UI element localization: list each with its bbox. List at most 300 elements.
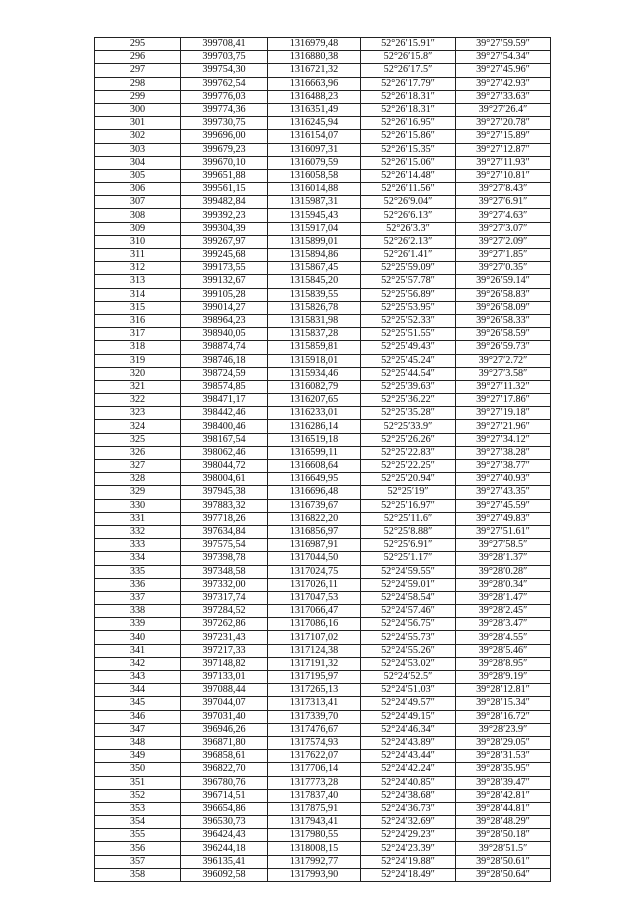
x-coordinate-cell: 397398,78 [181,552,268,565]
point-number-cell: 348 [95,736,181,749]
latitude-cell: 52°25′52.33″ [361,314,456,327]
x-coordinate-cell: 397148,82 [181,657,268,670]
latitude-cell: 52°24′55.73″ [361,631,456,644]
table-row [95,565,551,578]
longitude-cell: 39°28′16.72″ [456,710,551,723]
y-coordinate-cell: 1316649,95 [268,473,361,486]
x-coordinate-cell: 399754,30 [181,64,268,77]
longitude-cell: 39°27′11.32″ [456,380,551,393]
point-number-cell: 304 [95,156,181,169]
latitude-cell: 52°26′1.41″ [361,249,456,262]
point-number-cell: 331 [95,512,181,525]
x-coordinate-cell: 398964,23 [181,314,268,327]
point-number-cell: 312 [95,262,181,275]
table-row [95,697,551,710]
latitude-cell: 52°26′15.86″ [361,130,456,143]
longitude-cell: 39°27′45.96″ [456,64,551,77]
x-coordinate-cell: 398746,18 [181,354,268,367]
table-row [95,460,551,473]
point-number-cell: 356 [95,842,181,855]
table-row [95,433,551,446]
latitude-cell: 52°24′36.73″ [361,802,456,815]
longitude-cell: 39°28′51.5″ [456,842,551,855]
y-coordinate-cell: 1315826,78 [268,301,361,314]
y-coordinate-cell: 1316097,31 [268,143,361,156]
point-number-cell: 321 [95,380,181,393]
coordinates-table-body [95,38,551,882]
x-coordinate-cell: 398062,46 [181,446,268,459]
latitude-cell: 52°24′59.01″ [361,578,456,591]
latitude-cell: 52°24′38.68″ [361,789,456,802]
latitude-cell: 52°24′43.89″ [361,736,456,749]
longitude-cell: 39°28′0.34″ [456,578,551,591]
y-coordinate-cell: 1317191,32 [268,657,361,670]
longitude-cell: 39°28′2.45″ [456,605,551,618]
longitude-cell: 39°28′3.47″ [456,618,551,631]
latitude-cell: 52°24′58.54″ [361,591,456,604]
x-coordinate-cell: 397945,38 [181,486,268,499]
point-number-cell: 332 [95,525,181,538]
x-coordinate-cell: 399132,67 [181,275,268,288]
table-row [95,578,551,591]
table-row [95,51,551,64]
y-coordinate-cell: 1316079,59 [268,156,361,169]
table-row [95,196,551,209]
y-coordinate-cell: 1317993,90 [268,868,361,881]
y-coordinate-cell: 1316880,38 [268,51,361,64]
x-coordinate-cell: 397284,52 [181,605,268,618]
latitude-cell: 52°25′53.95″ [361,301,456,314]
y-coordinate-cell: 1316286,14 [268,420,361,433]
y-coordinate-cell: 1315839,55 [268,288,361,301]
point-number-cell: 358 [95,868,181,881]
latitude-cell: 52°24′43.44″ [361,750,456,763]
x-coordinate-cell: 399014,27 [181,301,268,314]
x-coordinate-cell: 398874,74 [181,341,268,354]
latitude-cell: 52°25′36.22″ [361,394,456,407]
x-coordinate-cell: 399245,68 [181,249,268,262]
point-number-cell: 337 [95,591,181,604]
y-coordinate-cell: 1317044,50 [268,552,361,565]
y-coordinate-cell: 1317265,13 [268,684,361,697]
x-coordinate-cell: 397883,32 [181,499,268,512]
latitude-cell: 52°26′15.35″ [361,143,456,156]
latitude-cell: 52°24′42.24″ [361,763,456,776]
x-coordinate-cell: 398574,85 [181,380,268,393]
point-number-cell: 343 [95,671,181,684]
table-row [95,90,551,103]
longitude-cell: 39°27′33.63″ [456,90,551,103]
latitude-cell: 52°26′3.3″ [361,222,456,235]
latitude-cell: 52°26′17.5″ [361,64,456,77]
point-number-cell: 303 [95,143,181,156]
latitude-cell: 52°24′23.39″ [361,842,456,855]
x-coordinate-cell: 399670,10 [181,156,268,169]
x-coordinate-cell: 399173,55 [181,262,268,275]
table-row [95,671,551,684]
x-coordinate-cell: 396871,80 [181,736,268,749]
point-number-cell: 333 [95,539,181,552]
point-number-cell: 319 [95,354,181,367]
point-number-cell: 340 [95,631,181,644]
latitude-cell: 52°24′55.26″ [361,644,456,657]
longitude-cell: 39°27′15.89″ [456,130,551,143]
latitude-cell: 52°24′53.02″ [361,657,456,670]
latitude-cell: 52°24′49.57″ [361,697,456,710]
coordinates-table [94,37,551,882]
longitude-cell: 39°28′35.95″ [456,763,551,776]
longitude-cell: 39°26′58.59″ [456,328,551,341]
longitude-cell: 39°28′1.37″ [456,552,551,565]
point-number-cell: 320 [95,367,181,380]
y-coordinate-cell: 1317024,75 [268,565,361,578]
latitude-cell: 52°26′17.79″ [361,77,456,90]
y-coordinate-cell: 1316488,23 [268,90,361,103]
latitude-cell: 52°26′15.91″ [361,38,456,51]
table-row [95,446,551,459]
longitude-cell: 39°26′58.83″ [456,288,551,301]
table-row [95,354,551,367]
x-coordinate-cell: 399730,75 [181,117,268,130]
latitude-cell: 52°26′14.48″ [361,169,456,182]
x-coordinate-cell: 397575,54 [181,539,268,552]
table-row [95,156,551,169]
y-coordinate-cell: 1317047,53 [268,591,361,604]
point-number-cell: 299 [95,90,181,103]
point-number-cell: 313 [95,275,181,288]
table-row [95,249,551,262]
latitude-cell: 52°24′40.85″ [361,776,456,789]
longitude-cell: 39°28′23.9″ [456,723,551,736]
y-coordinate-cell: 1316721,32 [268,64,361,77]
table-row [95,868,551,881]
point-number-cell: 302 [95,130,181,143]
longitude-cell: 39°26′59.14″ [456,275,551,288]
x-coordinate-cell: 397088,44 [181,684,268,697]
point-number-cell: 342 [95,657,181,670]
longitude-cell: 39°27′1.85″ [456,249,551,262]
x-coordinate-cell: 396858,61 [181,750,268,763]
x-coordinate-cell: 397332,00 [181,578,268,591]
latitude-cell: 52°26′9.04″ [361,196,456,209]
y-coordinate-cell: 1315987,31 [268,196,361,209]
latitude-cell: 52°24′32.69″ [361,816,456,829]
latitude-cell: 52°25′22.25″ [361,460,456,473]
table-row [95,301,551,314]
y-coordinate-cell: 1316608,64 [268,460,361,473]
x-coordinate-cell: 398400,46 [181,420,268,433]
table-row [95,328,551,341]
y-coordinate-cell: 1315831,98 [268,314,361,327]
longitude-cell: 39°28′15.34″ [456,697,551,710]
longitude-cell: 39°27′3.07″ [456,222,551,235]
x-coordinate-cell: 396822,70 [181,763,268,776]
latitude-cell: 52°24′46.34″ [361,723,456,736]
table-row [95,842,551,855]
latitude-cell: 52°25′33.9″ [361,420,456,433]
point-number-cell: 354 [95,816,181,829]
y-coordinate-cell: 1318008,15 [268,842,361,855]
longitude-cell: 39°28′48.29″ [456,816,551,829]
latitude-cell: 52°25′19″ [361,486,456,499]
y-coordinate-cell: 1317574,93 [268,736,361,749]
x-coordinate-cell: 396654,86 [181,802,268,815]
table-row [95,605,551,618]
x-coordinate-cell: 397262,86 [181,618,268,631]
latitude-cell: 52°24′57.46″ [361,605,456,618]
y-coordinate-cell: 1317124,38 [268,644,361,657]
point-number-cell: 357 [95,855,181,868]
table-row [95,169,551,182]
x-coordinate-cell: 399696,00 [181,130,268,143]
x-coordinate-cell: 398471,17 [181,394,268,407]
table-row [95,420,551,433]
point-number-cell: 351 [95,776,181,789]
longitude-cell: 39°27′26.4″ [456,103,551,116]
table-row [95,723,551,736]
longitude-cell: 39°27′42.93″ [456,77,551,90]
x-coordinate-cell: 399651,88 [181,169,268,182]
table-row [95,103,551,116]
table-row [95,763,551,776]
x-coordinate-cell: 399703,75 [181,51,268,64]
longitude-cell: 39°28′39.47″ [456,776,551,789]
y-coordinate-cell: 1317875,91 [268,802,361,815]
point-number-cell: 345 [95,697,181,710]
point-number-cell: 349 [95,750,181,763]
y-coordinate-cell: 1316207,65 [268,394,361,407]
y-coordinate-cell: 1317476,67 [268,723,361,736]
longitude-cell: 39°28′0.28″ [456,565,551,578]
longitude-cell: 39°28′5.46″ [456,644,551,657]
latitude-cell: 52°25′8.88″ [361,525,456,538]
latitude-cell: 52°24′51.03″ [361,684,456,697]
x-coordinate-cell: 397133,01 [181,671,268,684]
longitude-cell: 39°28′12.81″ [456,684,551,697]
latitude-cell: 52°25′22.83″ [361,446,456,459]
x-coordinate-cell: 397044,07 [181,697,268,710]
latitude-cell: 52°25′26.26″ [361,433,456,446]
table-row [95,816,551,829]
latitude-cell: 52°25′1.17″ [361,552,456,565]
longitude-cell: 39°27′38.28″ [456,446,551,459]
table-row [95,539,551,552]
y-coordinate-cell: 1316739,67 [268,499,361,512]
y-coordinate-cell: 1315859,81 [268,341,361,354]
table-row [95,855,551,868]
x-coordinate-cell: 397231,43 [181,631,268,644]
longitude-cell: 39°28′29.05″ [456,736,551,749]
table-row [95,183,551,196]
table-row [95,143,551,156]
x-coordinate-cell: 397031,40 [181,710,268,723]
x-coordinate-cell: 399774,36 [181,103,268,116]
table-row [95,644,551,657]
table-row [95,235,551,248]
x-coordinate-cell: 396946,26 [181,723,268,736]
table-row [95,750,551,763]
y-coordinate-cell: 1315918,01 [268,354,361,367]
point-number-cell: 341 [95,644,181,657]
latitude-cell: 52°25′16.97″ [361,499,456,512]
table-row [95,380,551,393]
point-number-cell: 334 [95,552,181,565]
y-coordinate-cell: 1317107,02 [268,631,361,644]
longitude-cell: 39°28′4.55″ [456,631,551,644]
point-number-cell: 315 [95,301,181,314]
longitude-cell: 39°27′54.34″ [456,51,551,64]
point-number-cell: 298 [95,77,181,90]
x-coordinate-cell: 399304,39 [181,222,268,235]
x-coordinate-cell: 396714,51 [181,789,268,802]
y-coordinate-cell: 1315917,04 [268,222,361,235]
point-number-cell: 347 [95,723,181,736]
longitude-cell: 39°28′50.18″ [456,829,551,842]
x-coordinate-cell: 398167,54 [181,433,268,446]
point-number-cell: 350 [95,763,181,776]
latitude-cell: 52°25′11.6″ [361,512,456,525]
point-number-cell: 353 [95,802,181,815]
longitude-cell: 39°26′58.33″ [456,314,551,327]
longitude-cell: 39°27′2.72″ [456,354,551,367]
x-coordinate-cell: 399679,23 [181,143,268,156]
point-number-cell: 300 [95,103,181,116]
longitude-cell: 39°28′42.81″ [456,789,551,802]
y-coordinate-cell: 1315837,28 [268,328,361,341]
latitude-cell: 52°26′15.8″ [361,51,456,64]
point-number-cell: 314 [95,288,181,301]
x-coordinate-cell: 398044,72 [181,460,268,473]
latitude-cell: 52°24′29.23″ [361,829,456,842]
x-coordinate-cell: 399392,23 [181,209,268,222]
y-coordinate-cell: 1316154,07 [268,130,361,143]
longitude-cell: 39°27′0.35″ [456,262,551,275]
latitude-cell: 52°25′45.24″ [361,354,456,367]
point-number-cell: 309 [95,222,181,235]
latitude-cell: 52°24′56.75″ [361,618,456,631]
x-coordinate-cell: 397217,33 [181,644,268,657]
point-number-cell: 296 [95,51,181,64]
longitude-cell: 39°26′59.73″ [456,341,551,354]
x-coordinate-cell: 396780,76 [181,776,268,789]
table-row [95,275,551,288]
x-coordinate-cell: 399482,84 [181,196,268,209]
point-number-cell: 338 [95,605,181,618]
y-coordinate-cell: 1317992,77 [268,855,361,868]
y-coordinate-cell: 1316979,48 [268,38,361,51]
longitude-cell: 39°27′6.91″ [456,196,551,209]
x-coordinate-cell: 399708,41 [181,38,268,51]
longitude-cell: 39°28′50.61″ [456,855,551,868]
table-row [95,657,551,670]
point-number-cell: 295 [95,38,181,51]
longitude-cell: 39°27′59.59″ [456,38,551,51]
point-number-cell: 308 [95,209,181,222]
x-coordinate-cell: 397317,74 [181,591,268,604]
longitude-cell: 39°27′58.5″ [456,539,551,552]
point-number-cell: 323 [95,407,181,420]
y-coordinate-cell: 1317622,07 [268,750,361,763]
y-coordinate-cell: 1317026,11 [268,578,361,591]
point-number-cell: 339 [95,618,181,631]
table-row [95,77,551,90]
latitude-cell: 52°24′49.15″ [361,710,456,723]
y-coordinate-cell: 1317773,28 [268,776,361,789]
table-row [95,552,551,565]
y-coordinate-cell: 1316822,20 [268,512,361,525]
latitude-cell: 52°26′15.06″ [361,156,456,169]
y-coordinate-cell: 1316856,97 [268,525,361,538]
y-coordinate-cell: 1315867,45 [268,262,361,275]
table-row [95,314,551,327]
table-row [95,222,551,235]
longitude-cell: 39°27′8.43″ [456,183,551,196]
longitude-cell: 39°27′49.83″ [456,512,551,525]
latitude-cell: 52°26′11.56″ [361,183,456,196]
x-coordinate-cell: 399762,54 [181,77,268,90]
table-row [95,776,551,789]
table-row [95,512,551,525]
table-row [95,130,551,143]
point-number-cell: 297 [95,64,181,77]
latitude-cell: 52°25′51.55″ [361,328,456,341]
point-number-cell: 327 [95,460,181,473]
latitude-cell: 52°24′19.88″ [361,855,456,868]
point-number-cell: 322 [95,394,181,407]
y-coordinate-cell: 1317086,16 [268,618,361,631]
latitude-cell: 52°26′18.31″ [361,90,456,103]
latitude-cell: 52°24′18.49″ [361,868,456,881]
point-number-cell: 307 [95,196,181,209]
table-row [95,499,551,512]
x-coordinate-cell: 397634,84 [181,525,268,538]
table-row [95,288,551,301]
table-row [95,407,551,420]
longitude-cell: 39°27′45.59″ [456,499,551,512]
point-number-cell: 326 [95,446,181,459]
point-number-cell: 325 [95,433,181,446]
x-coordinate-cell: 398004,61 [181,473,268,486]
x-coordinate-cell: 398724,59 [181,367,268,380]
x-coordinate-cell: 399105,28 [181,288,268,301]
point-number-cell: 317 [95,328,181,341]
x-coordinate-cell: 396424,43 [181,829,268,842]
y-coordinate-cell: 1316987,91 [268,539,361,552]
x-coordinate-cell: 399776,03 [181,90,268,103]
latitude-cell: 52°25′44.54″ [361,367,456,380]
x-coordinate-cell: 397348,58 [181,565,268,578]
y-coordinate-cell: 1316696,48 [268,486,361,499]
table-row [95,618,551,631]
x-coordinate-cell: 399561,15 [181,183,268,196]
point-number-cell: 311 [95,249,181,262]
y-coordinate-cell: 1315945,43 [268,209,361,222]
y-coordinate-cell: 1317837,40 [268,789,361,802]
table-row [95,829,551,842]
table-row [95,591,551,604]
table-row [95,38,551,51]
longitude-cell: 39°27′17.86″ [456,394,551,407]
x-coordinate-cell: 399267,97 [181,235,268,248]
latitude-cell: 52°24′59.55″ [361,565,456,578]
table-row [95,262,551,275]
point-number-cell: 336 [95,578,181,591]
point-number-cell: 344 [95,684,181,697]
longitude-cell: 39°28′50.64″ [456,868,551,881]
longitude-cell: 39°27′21.96″ [456,420,551,433]
point-number-cell: 352 [95,789,181,802]
longitude-cell: 39°28′9.19″ [456,671,551,684]
